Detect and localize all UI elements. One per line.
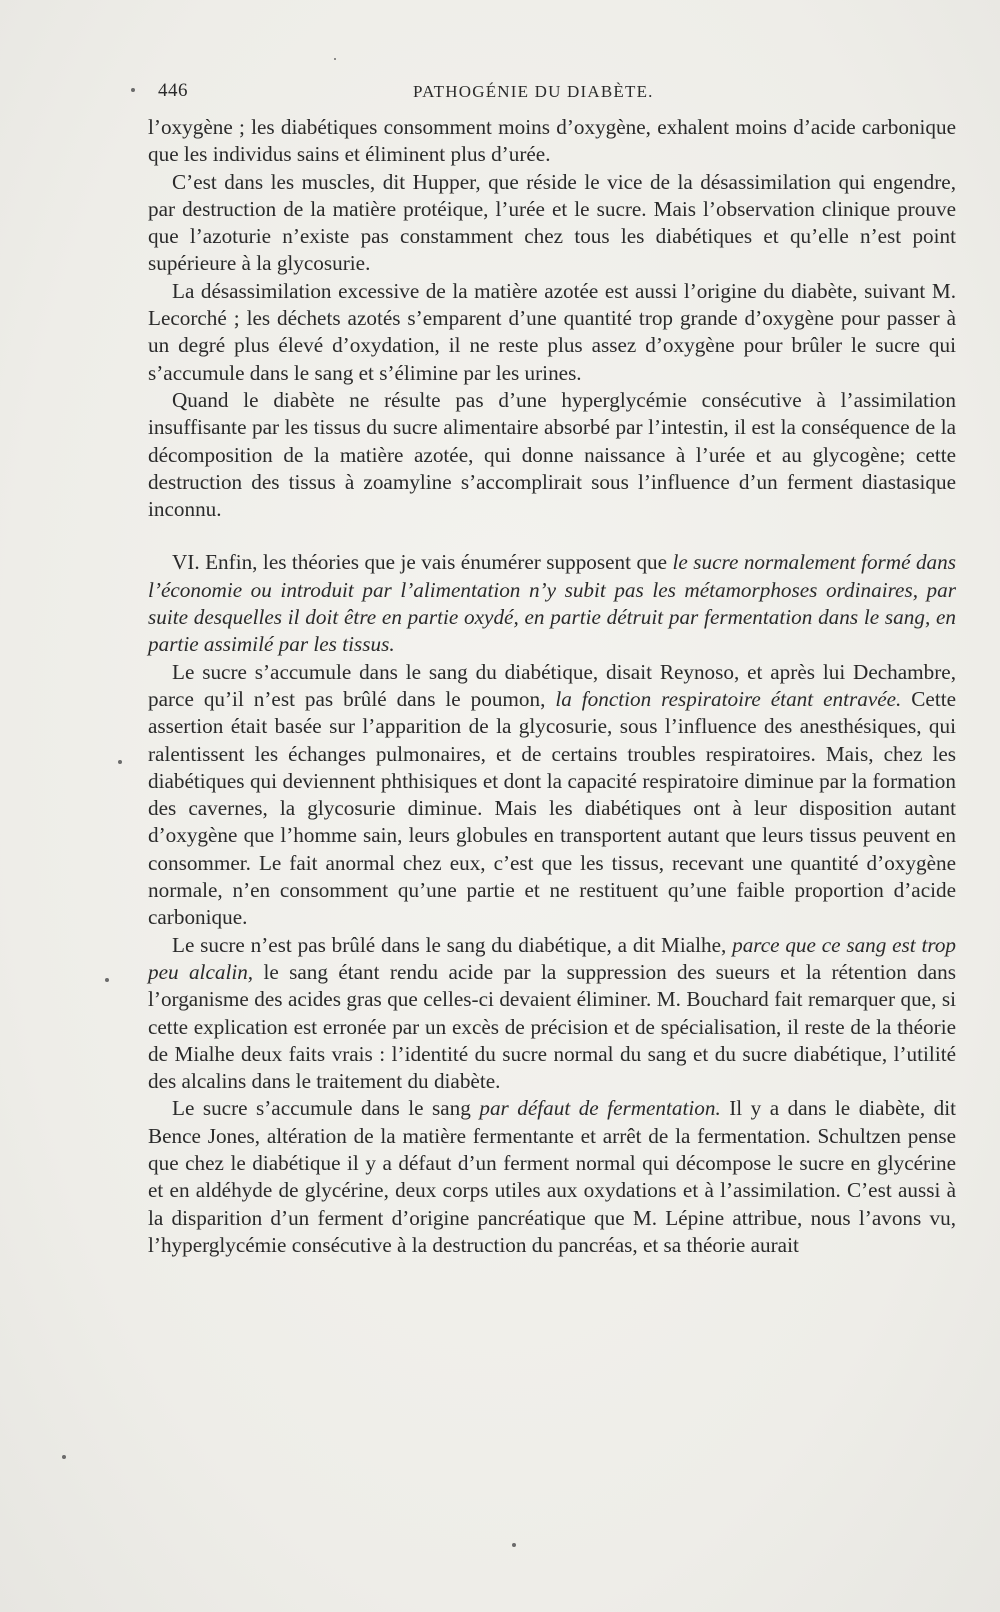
text-run: le sang étant rendu acide par la suppression des sueurs et la rétention dans l’organisme des acides gras que celles-ci devaient éliminer. M. Bouchard fait remarquer que, si cette explication est erronée par un excès de précision et de spécialisation, il reste de la théorie de Mialhe deux faits vrais : l’identité du sucre normal du sang et du sucre diabétique, l’utilité des alcalins dans le traitement du diabète.: [148, 959, 957, 1094]
paragraph: [148, 169, 956, 278]
text-run: Le sucre s’accumule dans le sang du diabétique, disait Reynoso, et après lui Dechambre, parce qu’il n’est pas brûlé dans le poumon,: [148, 659, 956, 711]
paragraph: [148, 387, 956, 523]
page-speck: [334, 58, 336, 60]
text-run: C’est dans les muscles, dit Hupper, que réside le vice de la désassimilation qui engendre, par destruction de la matière protéique, l’urée et le sucre. Mais l’observation clinique prouve que l’azoturie n’existe pas constamment chez tous les diabétiques et qu’elle n’est point supérieure à la glycosurie.: [148, 169, 956, 276]
paragraph: [148, 549, 956, 658]
italic-text: par défaut de fermentation.: [479, 1096, 721, 1121]
page-speck: [105, 978, 109, 982]
text-run: La désassimilation excessive de la matière azotée est aussi l’origine du diabète, suivant M. Lecorché ; les déchets azotés s’emparent d’une quantité trop grande d’oxygène pour passer à un degré plus élevé d’oxydation, il ne reste plus assez d’oxygène pour brûler le sucre qui s’accumule dans le sang et s’élimine par les urines.: [148, 278, 956, 385]
italic-text: la fonction respiratoire étant entravée.: [555, 686, 902, 711]
paragraph: [148, 278, 956, 387]
paragraph: [148, 1095, 956, 1259]
paragraph: [148, 932, 956, 1096]
page-speck: [62, 1455, 66, 1459]
text-run: Le sucre n’est pas brûlé dans le sang du diabétique, a dit Mialhe,: [172, 932, 733, 957]
page-speck: [118, 760, 122, 764]
text-run: Le sucre s’accumule dans le sang: [172, 1096, 480, 1121]
text-run: l’oxygène ; les diabétiques consomment moins d’oxygène, exhalent moins d’acide carbonique que les individus sains et éliminent plus d’urée.: [148, 115, 956, 167]
page-number: 446: [158, 80, 188, 101]
page-header: [158, 80, 698, 110]
running-title: PATHOGÉNIE DU DIABÈTE.: [413, 82, 654, 101]
page-speck: [512, 1543, 516, 1547]
text-run: Quand le diabète ne résulte pas d’une hyperglycémie consécutive à l’assimilation insuffisante par les tissus du sucre alimentaire absorbé par l’intestin, il est la conséquence de la décomposition de la matière azotée, qui donne naissance à l’urée et au glycogène; cette destruction des tissus à zoamyline s’accomplirait sous l’influence d’un ferment diastasique inconnu.: [148, 387, 956, 522]
text-run: Il y a dans le diabète, dit Bence Jones, altération de la matière fermentante et arrêt de la fermentation. Schultzen pense que chez le diabétique il y a défaut d’un ferment normal qui décompose le sucre en glycérine et en aldéhyde de glycérine, deux corps utiles aux oxydations et à l’assimilation. C’est aussi à la disparition d’un ferment d’origine pancréatique que M. Lépine attribue, nous l’avons vu, l’hyperglycémie consécutive à la destruction du pancréas, et sa théorie aurait: [148, 1096, 957, 1257]
paragraph: [148, 659, 956, 932]
italic-text: le sucre normalement formé dans l’économie ou introduit par l’alimentation n’y subit pas les métamorphoses ordinaires, par suite desquelles il doit être en partie oxydé, en partie détruit par fermentation dans le sang, en partie assimilé par les tissus.: [148, 550, 956, 657]
page-speck: [131, 88, 135, 92]
paragraph: [148, 114, 956, 169]
italic-text: parce que ce sang est trop peu alcalin,: [148, 932, 957, 984]
text-run: VI. Enfin, les théories que je vais énumérer supposent que: [172, 550, 673, 575]
body-text: [148, 114, 956, 1259]
text-run: Cette assertion était basée sur l’apparition de la glycosurie, sous l’influence des anesthésiques, qui ralentissent les échanges pulmonaires, et de certains troubles respiratoires. Mais, chez les diabétiques qui deviennent phthisiques et dont la capacité respiratoire diminue par la formation des cavernes, la glycosurie diminue. Mais les diabétiques ont à leur disposition autant d’oxygène que l’homme sain, leurs globules en transportent autant que leurs tissus peuvent en consommer. Le fait anormal chez eux, c’est que les tissus, recevant une quantité d’oxygène normale, n’en consomment qu’une partie et ne restituent qu’une faible proportion d’acide carbonique.: [148, 686, 956, 930]
